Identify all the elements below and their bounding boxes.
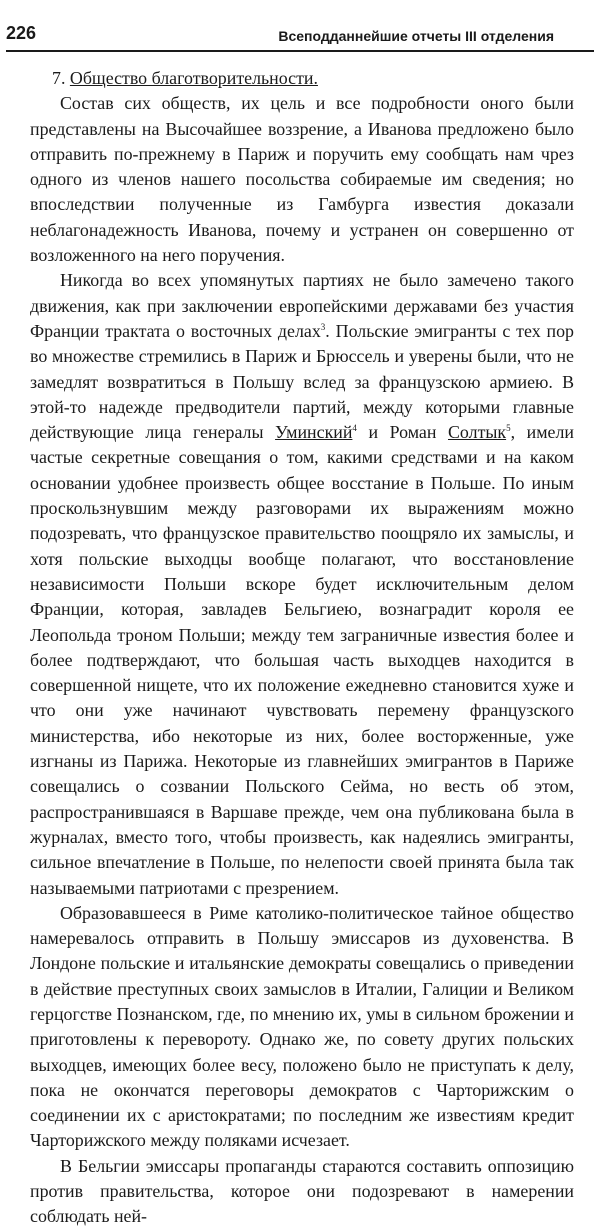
- paragraph-4: В Бельгии эмиссары пропаганды стараются составить оппозицию против правительства, которое они подозревают в намерении соблюдать ней-: [30, 1155, 574, 1227]
- page-number: 226: [6, 23, 37, 43]
- paragraph-2-text-b: . Польские эмигранты с тех пор во множестве стремились в Париж и Брюссель и уверены были, что не замедлят возвратиться в Польшу вслед за французскою армиею. В этой-то надежде предводители партий, между которыми главные действующие лица генералы: [30, 320, 574, 443]
- footnote-ref-3: 3: [320, 322, 326, 332]
- paragraph-2-text-c: и Роман: [356, 422, 448, 443]
- paragraph-3: Образовавшееся в Риме католико-политическое тайное общество намеревалось отправить в Польшу эмиссаров из духовенства. В Лондоне польские и итальянские демократы совещались о приведении в действие преступных своих замыслов в Италии, Галиции и Великом герцогстве Познанском, где, по мнению их, умы в сильном брожении и приготовлены к перевороту. Однако же, по совету других польских выходцев, имеющих более весу, положено было не приступать к делу, пока не окончатся переговоры демократов с Чарторижским о соединении их с аристократами; по последним же известиям кредит Чарторижского между поляками исчезает.: [30, 902, 574, 1151]
- section-heading: [30, 66, 574, 91]
- paragraph-2: [30, 268, 574, 900]
- page-body: [30, 66, 574, 1230]
- section-title: Общество благотворительности.: [69, 68, 318, 88]
- name-uminsky: Уминский: [275, 422, 353, 443]
- footnote-ref-5: 5: [506, 423, 511, 434]
- page-header: [6, 14, 594, 52]
- name-soltyk: Солтык: [448, 422, 507, 443]
- running-title: Всеподданнейшие отчеты III отделения: [278, 28, 554, 44]
- paragraph-2-text-a: Никогда во всех упомянутых партиях не было замечено такого движения, как при заключении европейскими державами без участия Франции трактата о восточных делах: [30, 270, 574, 341]
- paragraph-1: Состав сих обществ, их цель и все подробности оного были представлены на Высочайшее воззрение, а Иванова предложено было отправить по-прежнему в Париж и поручить ему сообщать нам чрез одного из членов нашего посольства собираемые им сведения; но впоследствии полученные из Гамбурга известия доказали неблагонадежность Иванова, почему и устранен он совершенно от возложенного на него поручения.: [30, 93, 574, 266]
- footnote-ref-4: 4: [352, 423, 357, 434]
- section-number: 7.: [52, 68, 66, 88]
- paragraph-2-text-d: , имели частые секретные совещания о том, какими средствами и на каком основании удобнее произвесть общее восстание в Польше. По иным проскользнувшим между разговорами их выражениям можно подозревать, что французское правительство поощряло их замыслы, и хотя польские выходцы вообще полагают, что восстановление независимости Польши вскоре будет исключительным делом Франции, которая, завладев Бельгиею, вознаградит короля ее Леопольда троном Польши; между тем заграничные известия более и более подтверждают, что большая часть выходцев находится в совершенной нищете, что их положение ежедневно становится хуже и что они уже начинают чувствовать перемену французского министерства, ибо некоторые из них, более восторженные, уже изгнаны из Парижа. Некоторые из главнейших эмигрантов в Париже совещались о созвании Польского Сейма, но весть об этом, распространившаяся в Варшаве прежде, чем она публикована была в журналах, вместо того, чтобы произвесть, как надеялись эмигранты, сильное впечатление в Польше, по нелепости своей принята была так называемыми патриотами с презрением.: [30, 422, 574, 898]
